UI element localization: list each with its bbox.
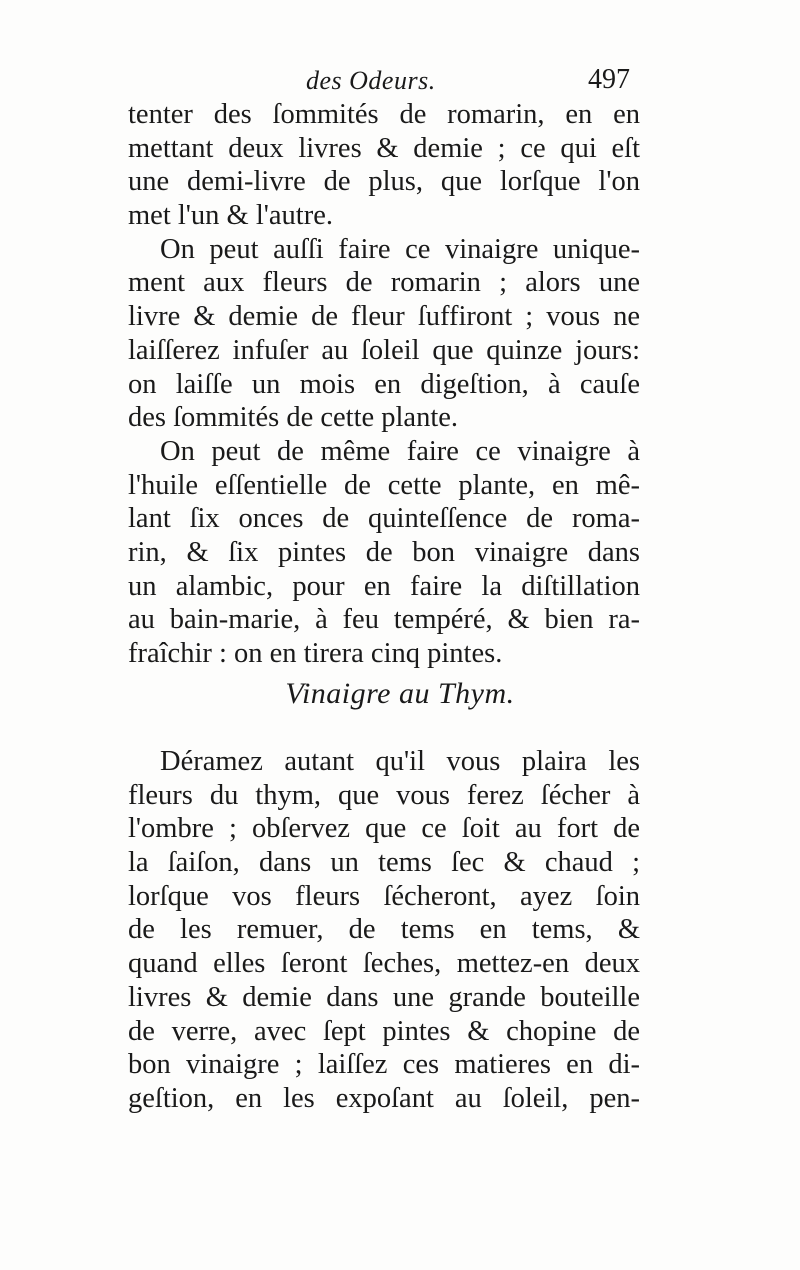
text-line: des ſommités de cette plante.: [128, 402, 459, 434]
text-line: de verre, avec ſept pintes & chopine de: [128, 1015, 640, 1047]
text-line: l'ombre ; obſervez que ce ſoit au fort de: [128, 813, 640, 845]
text-line: met l'un & l'autre.: [128, 200, 333, 232]
running-head: [300, 62, 630, 102]
text-line: lant ſix onces de quinteſſence de roma-: [128, 503, 640, 535]
text-line: bon vinaigre ; laiſſez ces matieres en di-: [128, 1049, 640, 1081]
body-text-block-1: [128, 98, 640, 671]
text-line: livres & demie dans une grande bouteille: [128, 981, 640, 1013]
text-line: on laiſſe un mois en digeſtion, à cauſe: [128, 368, 640, 400]
text-line: Déramez autant qu'il vous plaira les: [160, 746, 640, 777]
running-title: des Odeurs.: [306, 66, 436, 95]
text-line: rin, & ſix pintes de bon vinaigre dans: [128, 536, 640, 568]
text-line: On peut auſſi faire ce vinaigre unique-: [160, 233, 640, 265]
text-line: au bain-marie, à feu tempéré, & bien ra-: [128, 604, 640, 636]
text-line: laiſſerez infuſer au ſoleil que quinze jours:: [128, 334, 640, 366]
text-line: On peut de même faire ce vinaigre à: [160, 435, 640, 467]
text-line: lorſque vos fleurs ſécheront, ayez ſoin: [128, 880, 640, 912]
section-heading: Vinaigre au Thym.: [285, 677, 515, 710]
text-line: un alambic, pour en faire la diſtillation: [128, 570, 640, 602]
text-line: la ſaiſon, dans un tems ſec & chaud ;: [128, 847, 640, 879]
text-line: ment aux fleurs de romarin ; alors une: [128, 267, 640, 299]
text-line: fraîchir : on en tirera cinq pintes.: [128, 638, 503, 669]
text-line: mettant deux livres & demie ; ce qui eſt: [128, 132, 640, 164]
body-text-block-2: [128, 745, 640, 1116]
text-line: une demi-livre de plus, que lorſque l'on: [128, 166, 640, 198]
text-line: fleurs du thym, que vous ferez ſécher à: [128, 779, 640, 811]
text-line: geſtion, en les expoſant au ſoleil, pen-: [128, 1082, 640, 1114]
page-number: 497: [588, 64, 630, 95]
text-line: quand elles ſeront ſeches, mettez-en deux: [128, 948, 640, 980]
text-line: l'huile eſſentielle de cette plante, en mê-: [128, 469, 640, 501]
text-line: livre & demie de fleur ſuffiront ; vous ne: [128, 301, 640, 333]
text-line: tenter des ſommités de romarin, en en: [128, 99, 640, 130]
text-line: de les remuer, de tems en tems, &: [128, 914, 640, 946]
